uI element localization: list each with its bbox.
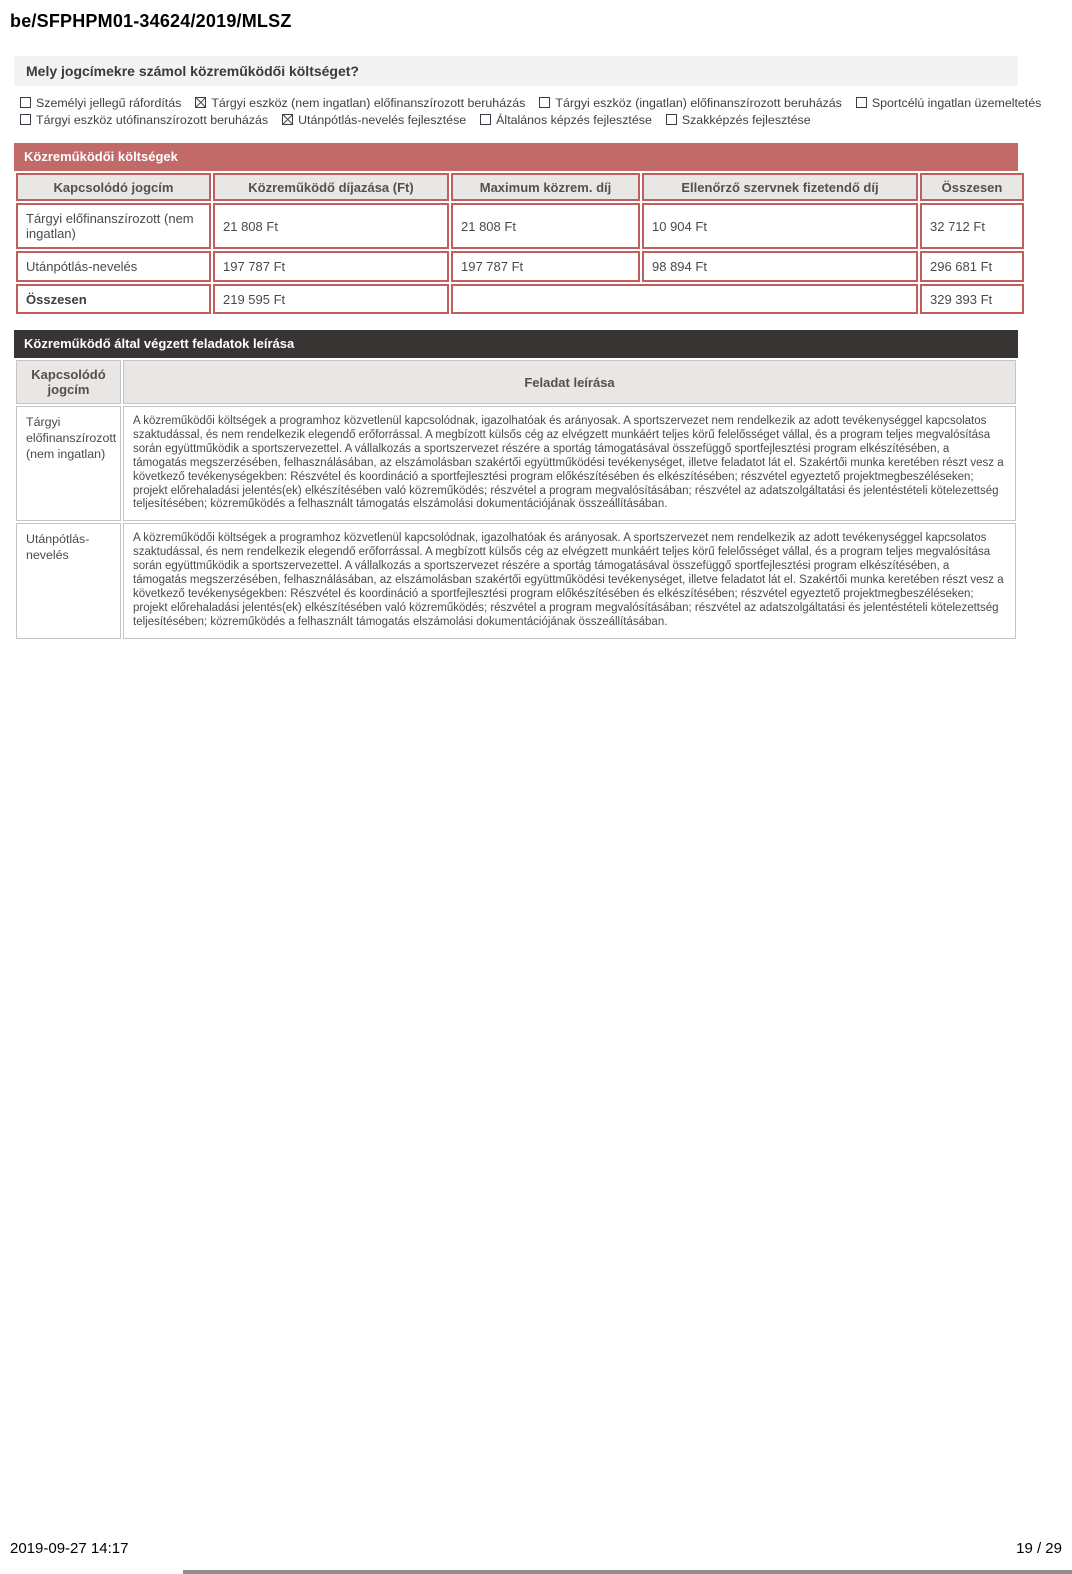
checkbox-icon[interactable] <box>20 97 31 108</box>
checkbox-targyi-ingatlan-elofinanszirozott[interactable] <box>539 96 842 110</box>
jogcim-section-title: Mely jogcímekre számol közreműködői költséget? <box>14 56 1018 86</box>
checkbox-label: Szakképzés fejlesztése <box>681 112 811 127</box>
checkbox-label: Személyi jellegű ráfordítás <box>36 95 182 110</box>
costs-section <box>14 143 1018 316</box>
cell-ellenorzo: 10 904 Ft <box>642 203 918 249</box>
checkbox-targyi-nem-ingatlan-elofinanszirozott[interactable] <box>195 96 525 110</box>
document-id-title: be/SFPHPM01-34624/2019/MLSZ <box>10 11 292 31</box>
page-bottom-divider <box>183 1570 1072 1574</box>
costs-table-title: Közreműködői költségek <box>14 143 1018 171</box>
table-row <box>16 203 1024 249</box>
cell-total-osszesen: 329 393 Ft <box>920 284 1024 314</box>
checkbox-group <box>14 94 1042 128</box>
cell-jogcim: Utánpótlás-nevelés <box>16 523 121 638</box>
table-row <box>16 523 1016 638</box>
checkbox-icon[interactable] <box>20 114 31 125</box>
checkbox-label: Tárgyi eszköz utófinanszírozott beruházás <box>36 112 269 127</box>
cell-task-description: A közreműködői költségek a programhoz közvetlenül kapcsolódnak, igazolhatóak és arányosak. A sportszervezet nem rendelkezik az adott tevékenységgel kapcsolatos szaktudással, és nem rendelkezik elegendő erőforrással. A megbízott külsős cég az elvégzett munkáért teljes körű felelősséget vállal, és a program teljes megvalósítása során együttműködik a sportszervezettel. A vállalkozás a sportszervezet részére a sportág támogatásával összefüggő sportfejlesztési program elkészítésében, a támogatás megszerzésében, felhasználásában, az elszámolásban szakértői együttműködési tevékenységet, illetve feladatot lát el. Szakértői munka keretében részt vesz a következő tevékenységekben: Részvétel és koordináció a sportfejlesztési program előkészítésében és elkészítésében; részvétel egyeztető projektmegbeszéléseken; projekt előrehaladási jelentés(ek) elkészítésében való közreműködés; részvétel a program megvalósításában; részvétel az adatszolgáltatási és jelentéstételi kötelezettség teljesítésében; közreműködés a felhasznált támogatás elszámolási dokumentációjának összeállításában. <box>123 406 1016 521</box>
column-header-max-dij: Maximum közrem. díj <box>451 173 640 201</box>
table-row <box>16 406 1016 521</box>
cell-ellenorzo: 98 894 Ft <box>642 251 918 282</box>
cell-total-label: Összesen <box>16 284 211 314</box>
checkbox-icon[interactable] <box>666 114 677 125</box>
column-header-osszesen: Összesen <box>920 173 1024 201</box>
total-row <box>16 284 1024 314</box>
column-header-dijazas: Közreműködő díjazása (Ft) <box>213 173 449 201</box>
checkbox-row-1 <box>20 94 1042 111</box>
checkbox-utanpotlas-neveles[interactable] <box>282 113 466 127</box>
checkbox-label: Sportcélú ingatlan üzemeltetés <box>871 95 1042 110</box>
costs-header-row <box>16 173 1024 201</box>
tasks-table-title: Közreműködő által végzett feladatok leírása <box>14 330 1018 358</box>
cell-jogcim: Tárgyi előfinanszírozott (nem ingatlan) <box>16 406 121 521</box>
cell-dijazas: 21 808 Ft <box>213 203 449 249</box>
cell-task-description: A közreműködői költségek a programhoz közvetlenül kapcsolódnak, igazolhatóak és arányosak. A sportszervezet nem rendelkezik az adott tevékenységgel kapcsolatos szaktudással, és nem rendelkezik elegendő erőforrással. A megbízott külsős cég az elvégzett munkáért teljes körű felelősséget vállal, és a program teljes megvalósítása során együttműködik a sportszervezettel. A vállalkozás a sportszervezet részére a sportág támogatásával összefüggő sportfejlesztési program elkészítésében, a támogatás megszerzésében, felhasználásában, az elszámolásban szakértői együttműködési tevékenységet, illetve feladatot lát el. Szakértői munka keretében részt vesz a következő tevékenységekben: Részvétel és koordináció a sportfejlesztési program előkészítésében és elkészítésében; részvétel egyeztető projektmegbeszéléseken; projekt előrehaladási jelentés(ek) elkészítésében való közreműködés; részvétel a program megvalósításában; részvétel az adatszolgáltatási és jelentéstételi kötelezettség teljesítésében; közreműködés a felhasznált támogatás elszámolási dokumentációjának összeállításában. <box>123 523 1016 638</box>
checkbox-row-2 <box>20 111 1018 128</box>
checkbox-icon[interactable] <box>539 97 550 108</box>
table-row <box>16 251 1024 282</box>
checkbox-sportcelu-ingatlan[interactable] <box>856 96 1041 110</box>
cell-jogcim: Utánpótlás-nevelés <box>16 251 211 282</box>
column-header-jogcim: Kapcsolódó jogcím <box>16 173 211 201</box>
checkbox-icon[interactable] <box>480 114 491 125</box>
tasks-section <box>14 330 1018 641</box>
costs-table <box>14 171 1026 316</box>
tasks-table <box>14 358 1018 641</box>
column-header-ellenorzo: Ellenőrző szervnek fizetendő díj <box>642 173 918 201</box>
jogcim-section <box>14 56 1042 128</box>
checkbox-szemelyi-jellegu[interactable] <box>20 96 181 110</box>
footer-timestamp: 2019-09-27 14:17 <box>10 1540 129 1557</box>
cell-osszesen: 32 712 Ft <box>920 203 1024 249</box>
checkbox-szakkepzes[interactable] <box>666 113 811 127</box>
checkbox-label: Általános képzés fejlesztése <box>496 112 652 127</box>
column-header-feladat: Feladat leírása <box>123 360 1016 404</box>
checkbox-targyi-utofinanszirozott[interactable] <box>20 113 268 127</box>
cell-dijazas: 197 787 Ft <box>213 251 449 282</box>
cell-total-empty <box>451 284 918 314</box>
cell-jogcim: Tárgyi előfinanszírozott (nem ingatlan) <box>16 203 211 249</box>
checkbox-altalanos-kepzes[interactable] <box>480 113 652 127</box>
cell-osszesen: 296 681 Ft <box>920 251 1024 282</box>
checkbox-icon[interactable] <box>282 114 293 125</box>
checkbox-icon[interactable] <box>195 97 206 108</box>
tasks-header-row <box>16 360 1016 404</box>
column-header-jogcim: Kapcsolódó jogcím <box>16 360 121 404</box>
cell-max-dij: 21 808 Ft <box>451 203 640 249</box>
checkbox-icon[interactable] <box>856 97 867 108</box>
checkbox-label: Tárgyi eszköz (ingatlan) előfinanszírozott beruházás <box>555 95 842 110</box>
footer-page-number: 19 / 29 <box>1016 1540 1062 1557</box>
cell-max-dij: 197 787 Ft <box>451 251 640 282</box>
cell-total-dijazas: 219 595 Ft <box>213 284 449 314</box>
checkbox-label: Utánpótlás-nevelés fejlesztése <box>298 112 467 127</box>
checkbox-label: Tárgyi eszköz (nem ingatlan) előfinanszírozott beruházás <box>211 95 526 110</box>
